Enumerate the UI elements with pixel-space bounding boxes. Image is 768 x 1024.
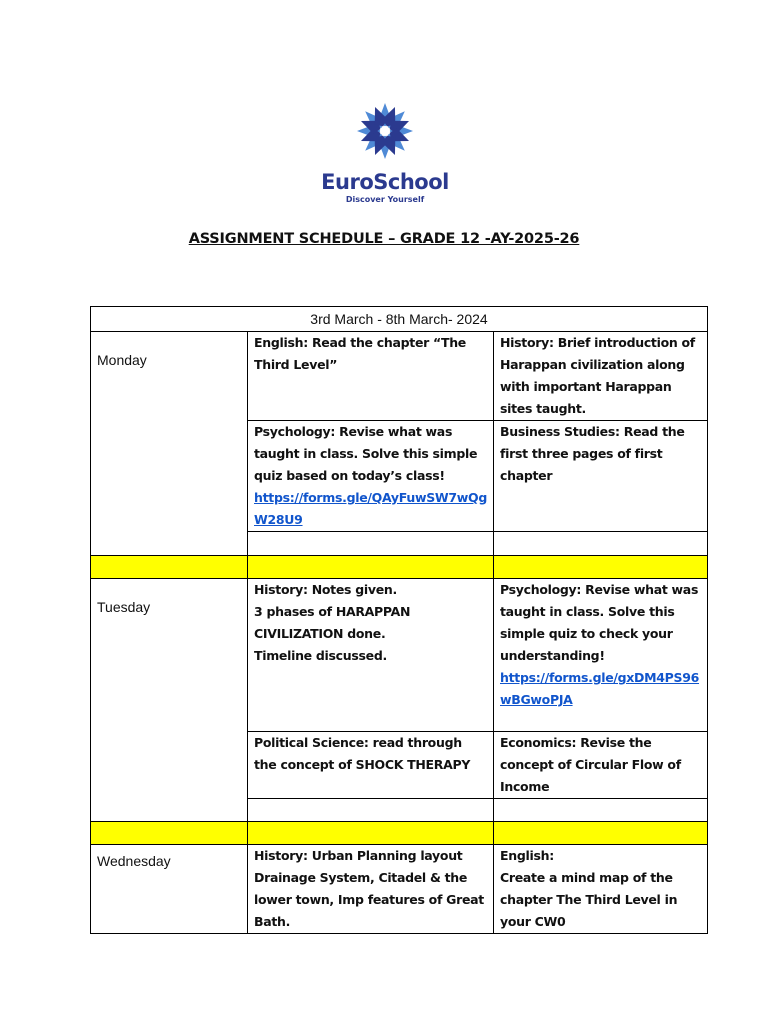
day-wednesday: Wednesday	[91, 845, 248, 934]
monday-task-1-right	[494, 332, 708, 421]
tuesday-task-1-right	[494, 579, 708, 732]
task-text: Economics: Revise the concept of Circular Flow of Income	[500, 735, 681, 794]
task-text: History: Urban Planning layout	[254, 848, 463, 863]
task-text: Timeline discussed.	[254, 648, 387, 663]
day-tuesday: Tuesday	[91, 579, 248, 822]
schedule-table	[90, 306, 708, 934]
task-text: English: Read the chapter “The Third Level”	[254, 335, 466, 372]
highlight-cell	[91, 822, 248, 845]
task-text: Psychology: Revise what was taught in class. Solve this simple quiz based on today’s class!	[254, 424, 478, 483]
monday-task-1-left	[248, 332, 494, 421]
task-text: History: Brief introduction of Harappan civilization along with important Harappan sites taught.	[500, 335, 695, 416]
highlight-cell	[91, 556, 248, 579]
week-range: 3rd March - 8th March- 2024	[91, 307, 708, 332]
task-text: Drainage System, Citadel & the lower town, Imp features of Great Bath.	[254, 870, 484, 929]
highlight-cell	[494, 556, 708, 579]
empty-cell	[248, 799, 494, 822]
week-row	[91, 307, 708, 332]
brand-name: EuroSchool	[321, 170, 449, 194]
empty-cell	[248, 532, 494, 556]
tuesday-task-1-left	[248, 579, 494, 732]
wednesday-task-1-right	[494, 845, 708, 934]
highlight-cell	[248, 822, 494, 845]
task-text: History: Notes given.	[254, 582, 397, 597]
task-text: Business Studies: Read the first three pages of first chapter	[500, 424, 685, 483]
brand-tagline: Discover Yourself	[345, 195, 425, 204]
day-monday: Monday	[91, 332, 248, 556]
table-row	[91, 845, 708, 934]
task-text: Political Science: read through the concept of SHOCK THERAPY	[254, 735, 471, 772]
empty-cell	[494, 532, 708, 556]
separator-row	[91, 556, 708, 579]
page-title: ASSIGNMENT SCHEDULE – GRADE 12 -AY-2025-26	[188, 231, 580, 247]
quiz-link-tuesday[interactable]: https://forms.gle/gxDM4PS96wBGwoPJA	[500, 670, 700, 707]
task-text: Psychology: Revise what was taught in class. Solve this simple quiz to check your understanding!	[500, 582, 699, 663]
separator-row	[91, 822, 708, 845]
empty-cell	[494, 799, 708, 822]
tuesday-task-2-left	[248, 732, 494, 799]
task-text: Create a mind map of the chapter The Third Level in your CW0	[500, 870, 678, 929]
table-row	[91, 332, 708, 421]
task-text: 3 phases of HARAPPAN CIVILIZATION done.	[254, 604, 411, 641]
task-text: English:	[500, 848, 554, 863]
monday-task-2-left	[248, 421, 494, 532]
tuesday-task-2-right	[494, 732, 708, 799]
highlight-cell	[248, 556, 494, 579]
table-row	[91, 579, 708, 732]
brand-text	[300, 170, 470, 205]
quiz-link-monday[interactable]: https://forms.gle/QAyFuwSW7wQgW28U9	[254, 490, 488, 527]
wednesday-task-1-left	[248, 845, 494, 934]
monday-task-2-right	[494, 421, 708, 532]
highlight-cell	[494, 822, 708, 845]
